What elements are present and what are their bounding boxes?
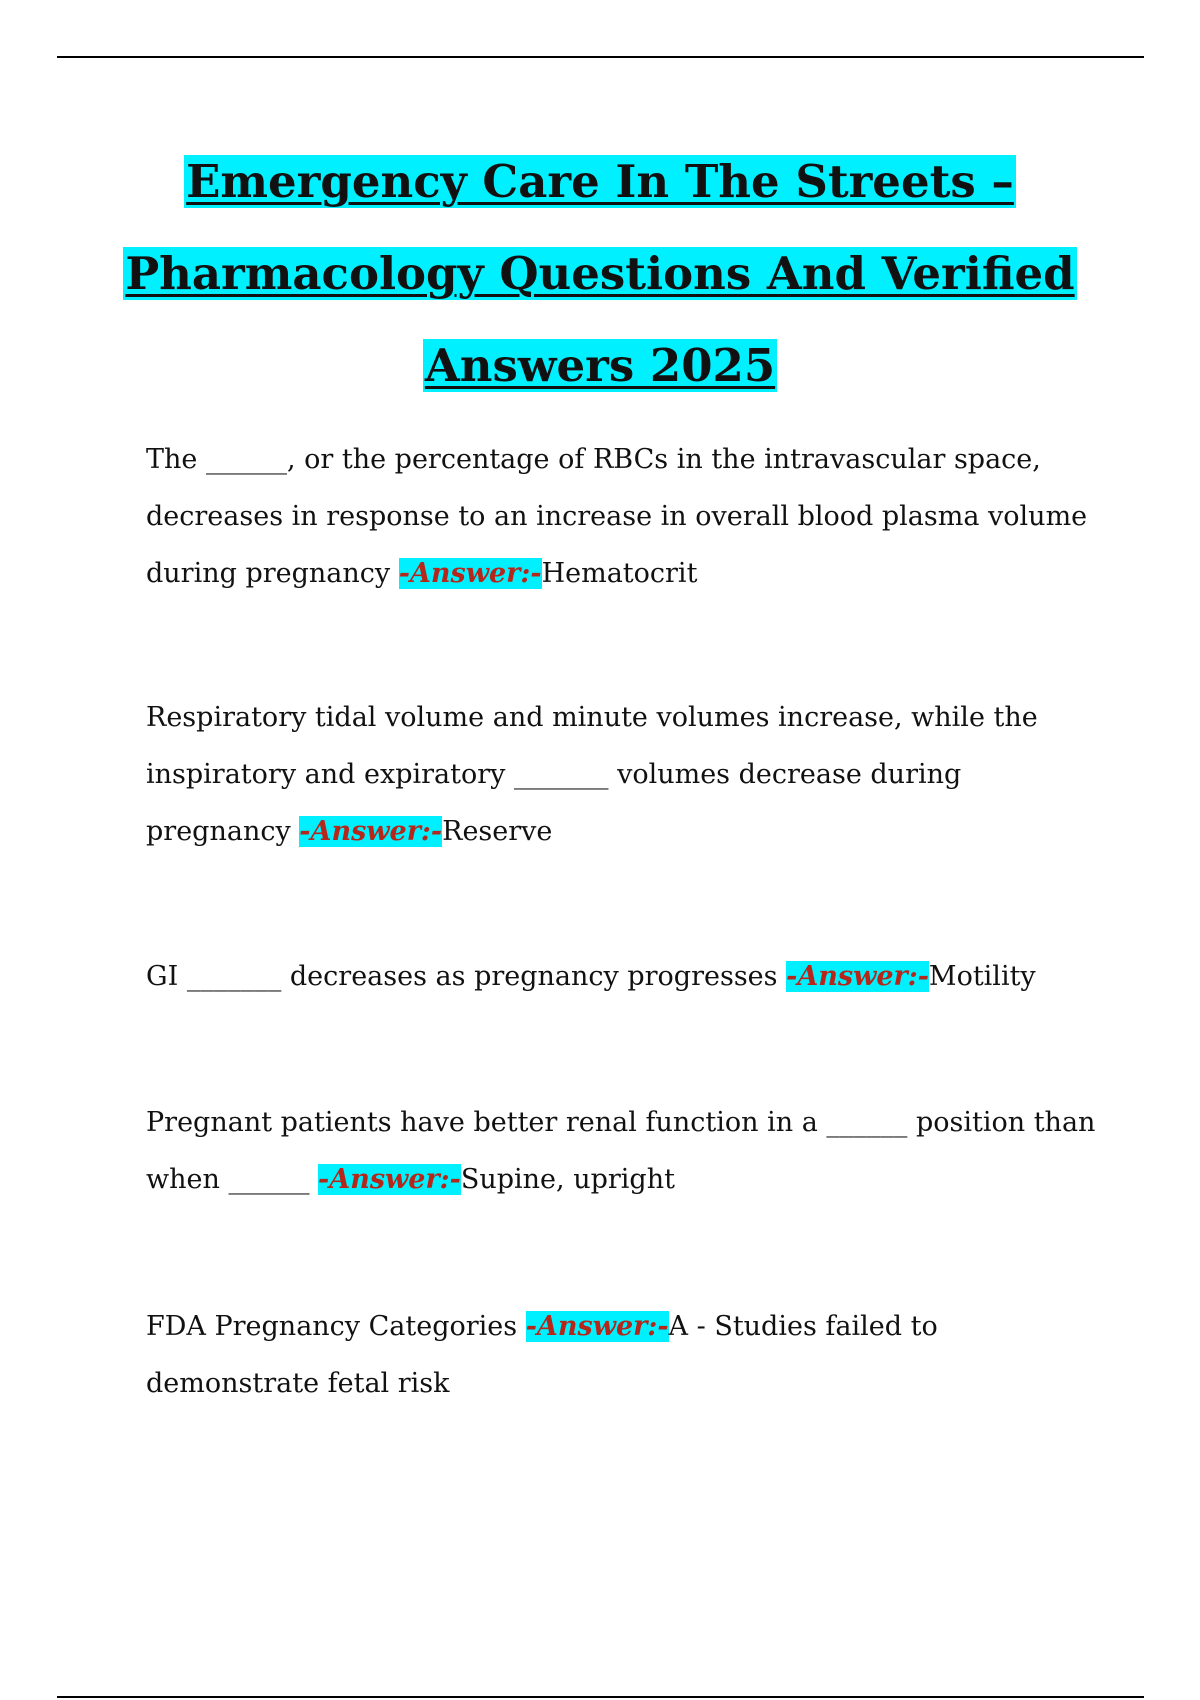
question-text: FDA Pregnancy Categories xyxy=(146,1311,526,1342)
title-line-3: Answers 2025 xyxy=(424,339,776,392)
qa-item-1 xyxy=(146,431,1096,602)
qa-item-5 xyxy=(146,1298,1096,1412)
qa-item-3 xyxy=(146,948,1096,1005)
question-text: GI _______ decreases as pregnancy progresses xyxy=(146,961,787,992)
answer-marker: -Answer:- xyxy=(299,816,443,847)
title-line-1: Emergency Care In The Streets – xyxy=(186,155,1014,208)
answer-marker: -Answer:- xyxy=(318,1164,461,1195)
footer-rule xyxy=(57,1696,1144,1698)
answer-text: Motility xyxy=(928,961,1036,992)
answer-marker: -Answer:- xyxy=(398,558,542,589)
answer-marker: -Answer:- xyxy=(525,1311,669,1342)
answer-text: Hematocrit xyxy=(541,558,698,589)
qa-item-4 xyxy=(146,1094,1096,1208)
question-text: Pregnant patients have better renal function in a ______ position than when ______ xyxy=(146,1107,1096,1195)
answer-text: A - Studies failed to demonstrate fetal risk xyxy=(146,1311,938,1399)
header-rule xyxy=(57,56,1144,58)
title-line-2: Pharmacology Questions And Verified xyxy=(125,247,1075,300)
answer-text: Supine, upright xyxy=(460,1164,675,1195)
qa-item-2 xyxy=(146,689,1096,860)
answer-marker: -Answer:- xyxy=(786,961,929,992)
question-text: The ______, or the percentage of RBCs in the intravascular space, decreases in response to an increase in overall blood plasma volume during pregnancy xyxy=(146,444,1088,589)
answer-text: Reserve xyxy=(442,816,553,847)
document-title xyxy=(0,136,1200,412)
question-text: Respiratory tidal volume and minute volumes increase, while the inspiratory and expiratory _______ volumes decrease during pregnancy xyxy=(146,702,1038,847)
